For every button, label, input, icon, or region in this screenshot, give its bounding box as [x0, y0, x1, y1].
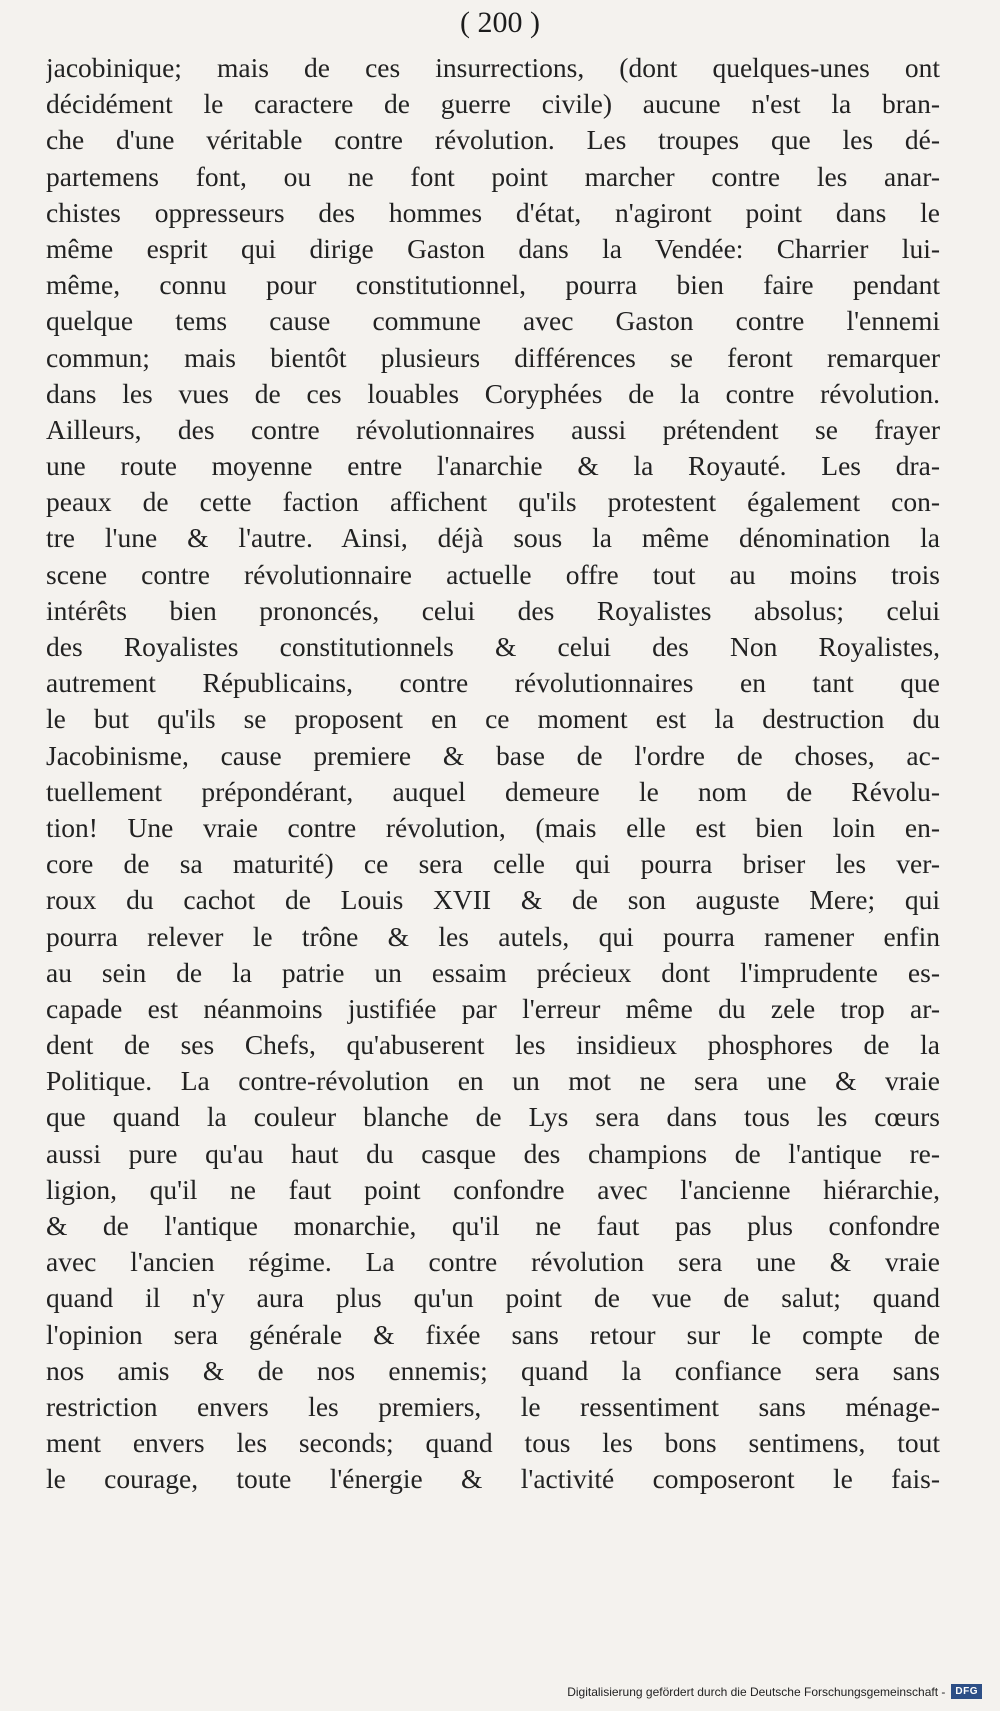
text-line: & de l'antique monarchie, qu'il ne faut pas plus confondre	[46, 1210, 940, 1241]
text-line: ment envers les seconds; quand tous les bons sentimens, tout	[46, 1427, 940, 1459]
text-line: aussi pure qu'au haut du casque des champions de l'antique re-	[46, 1137, 940, 1169]
text-line: même esprit qui dirige Gaston dans la Vendée: Charrier lui-	[46, 232, 940, 264]
text-line: au sein de la patrie un essaim précieux dont l'imprudente es-	[46, 956, 940, 988]
text-line: Ailleurs, des contre révolutionnaires aussi prétendent se frayer	[46, 413, 940, 445]
text-line: le but qu'ils se proposent en ce moment est la destruction du	[46, 703, 940, 735]
text-line: tion! Une vraie contre révolution, (mais elle est bien loin en-	[46, 811, 940, 843]
text-line: des Royalistes constitutionnels & celui des Non Royalistes,	[46, 631, 940, 662]
text-line: commun; mais bientôt plusieurs différences se feront remarquer	[46, 341, 940, 373]
text-line: chistes oppresseurs des hommes d'état, n'agiront point dans le	[46, 196, 940, 228]
text-line: core de sa maturité) ce sera celle qui pourra briser les ver-	[46, 848, 940, 880]
footer	[567, 1684, 982, 1699]
text-line: roux du cachot de Louis XVII & de son auguste Mere; qui	[46, 884, 940, 916]
text-line: décidément le caractere de guerre civile) aucune n'est la bran-	[46, 88, 940, 120]
text-line: une route moyenne entre l'anarchie & la Royauté. Les dra-	[46, 450, 940, 482]
text-line: capade est néanmoins justifiée par l'erreur même du zele trop ar-	[46, 992, 940, 1024]
text-line: Politique. La contre-révolution en un mot ne sera une & vraie	[46, 1065, 940, 1097]
text-line: dent de ses Chefs, qu'abuserent les insidieux phosphores de la	[46, 1029, 940, 1061]
footer-credit: Digitalisierung gefördert durch die Deutsche Forschungsgemeinschaft -	[567, 1684, 946, 1699]
text-line: l'opinion sera générale & fixée sans retour sur le compte de	[46, 1318, 940, 1350]
text-line: pourra relever le trône & les autels, qui pourra ramener enfin	[46, 920, 940, 952]
text-line: tre l'une & l'autre. Ainsi, déjà sous la même dénomination la	[46, 522, 940, 554]
text-line: que quand la couleur blanche de Lys sera dans tous les cœurs	[46, 1101, 940, 1133]
text-line: Jacobinisme, cause premiere & base de l'ordre de choses, ac-	[46, 739, 940, 771]
text-line: partemens font, ou ne font point marcher contre les anar-	[46, 160, 940, 192]
text-line: scene contre révolutionnaire actuelle offre tout au moins trois	[46, 558, 940, 590]
text-line: ligion, qu'il ne faut point confondre avec l'ancienne hiérarchie,	[46, 1173, 940, 1205]
page-number: ( 200 )	[460, 6, 540, 39]
text-line: peaux de cette faction affichent qu'ils protestent également con-	[46, 486, 940, 518]
body-text	[46, 50, 940, 1498]
text-line: même, connu pour constitutionnel, pourra bien faire pendant	[46, 269, 940, 301]
text-line: che d'une véritable contre révolution. Les troupes que les dé-	[46, 124, 940, 156]
text-line: dans les vues de ces louables Coryphées de la contre révolution.	[46, 377, 940, 409]
text-line: le courage, toute l'énergie & l'activité composeront le fais-	[46, 1463, 940, 1495]
text-line: intérêts bien prononcés, celui des Royalistes absolus; celui	[46, 594, 940, 626]
text-line: nos amis & de nos ennemis; quand la confiance sera sans	[46, 1354, 940, 1386]
text-line: quand il n'y aura plus qu'un point de vue de salut; quand	[46, 1282, 940, 1314]
text-line: avec l'ancien régime. La contre révolution sera une & vraie	[46, 1246, 940, 1278]
text-line: jacobinique; mais de ces insurrections, (dont quelques-unes ont	[46, 52, 940, 83]
text-line: tuellement prépondérant, auquel demeure le nom de Révolu-	[46, 775, 940, 807]
text-line: autrement Républicains, contre révolutionnaires en tant que	[46, 667, 940, 699]
text-line: restriction envers les premiers, le ressentiment sans ménage-	[46, 1390, 940, 1422]
text-line: quelque tems cause commune avec Gaston contre l'ennemi	[46, 305, 940, 337]
dfg-logo: DFG	[951, 1684, 982, 1699]
